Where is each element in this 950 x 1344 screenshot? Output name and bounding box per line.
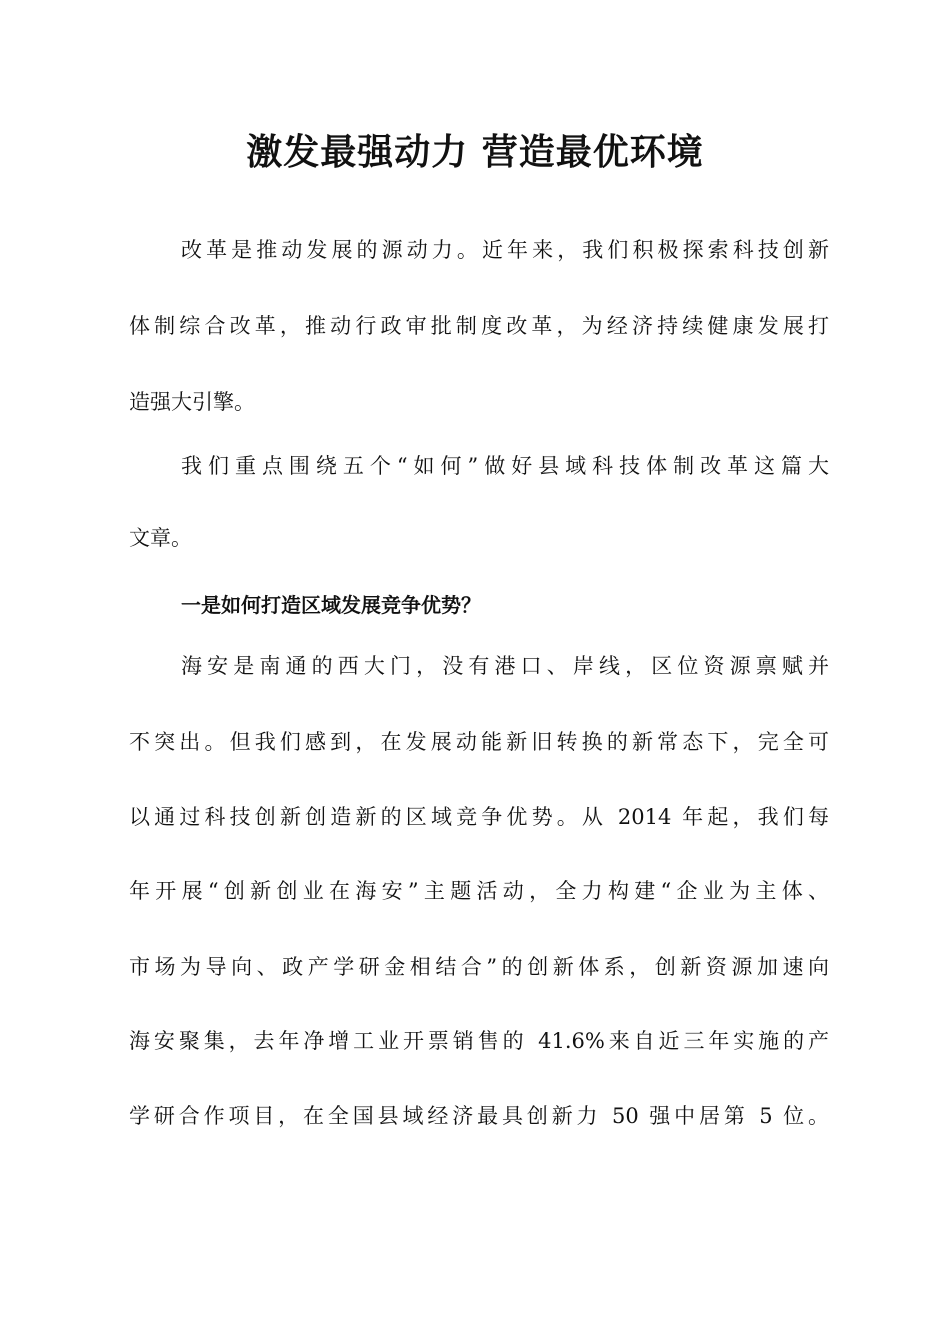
paragraph-line: 以通过科技创新创造新的区域竞争优势。从 2014 年起，我们每 [129, 805, 829, 829]
paragraph-line: 我们重点围绕五个“如何”做好县域科技体制改革这篇大 [181, 454, 829, 478]
paragraph-line: 造强大引擎。 [129, 390, 255, 414]
paragraph-line: 海安是南通的西大门，没有港口、岸线，区位资源禀赋并 [181, 654, 829, 678]
paragraph-line: 不突出。但我们感到，在发展动能新旧转换的新常态下，完全可 [129, 730, 829, 754]
paragraph-line: 市场为导向、政产学研金相结合”的创新体系，创新资源加速向 [129, 955, 829, 979]
paragraph-line: 年开展“创新创业在海安”主题活动，全力构建“企业为主体、 [129, 879, 829, 903]
paragraph-line: 体制综合改革，推动行政审批制度改革，为经济持续健康发展打 [129, 314, 829, 338]
paragraph-line: 学研合作项目，在全国县域经济最具创新力 50 强中居第 5 位。 [129, 1104, 829, 1128]
paragraph-line: 海安聚集，去年净增工业开票销售的 41.6%来自近三年实施的产 [129, 1029, 829, 1053]
document-title: 激发最强动力 营造最优环境 [246, 132, 704, 173]
paragraph-line: 文章。 [129, 526, 192, 550]
paragraph-line: 改革是推动发展的源动力。近年来，我们积极探索科技创新 [181, 238, 829, 262]
section-heading-text: 一是如何打造区域发展竞争优势？ [181, 593, 481, 617]
